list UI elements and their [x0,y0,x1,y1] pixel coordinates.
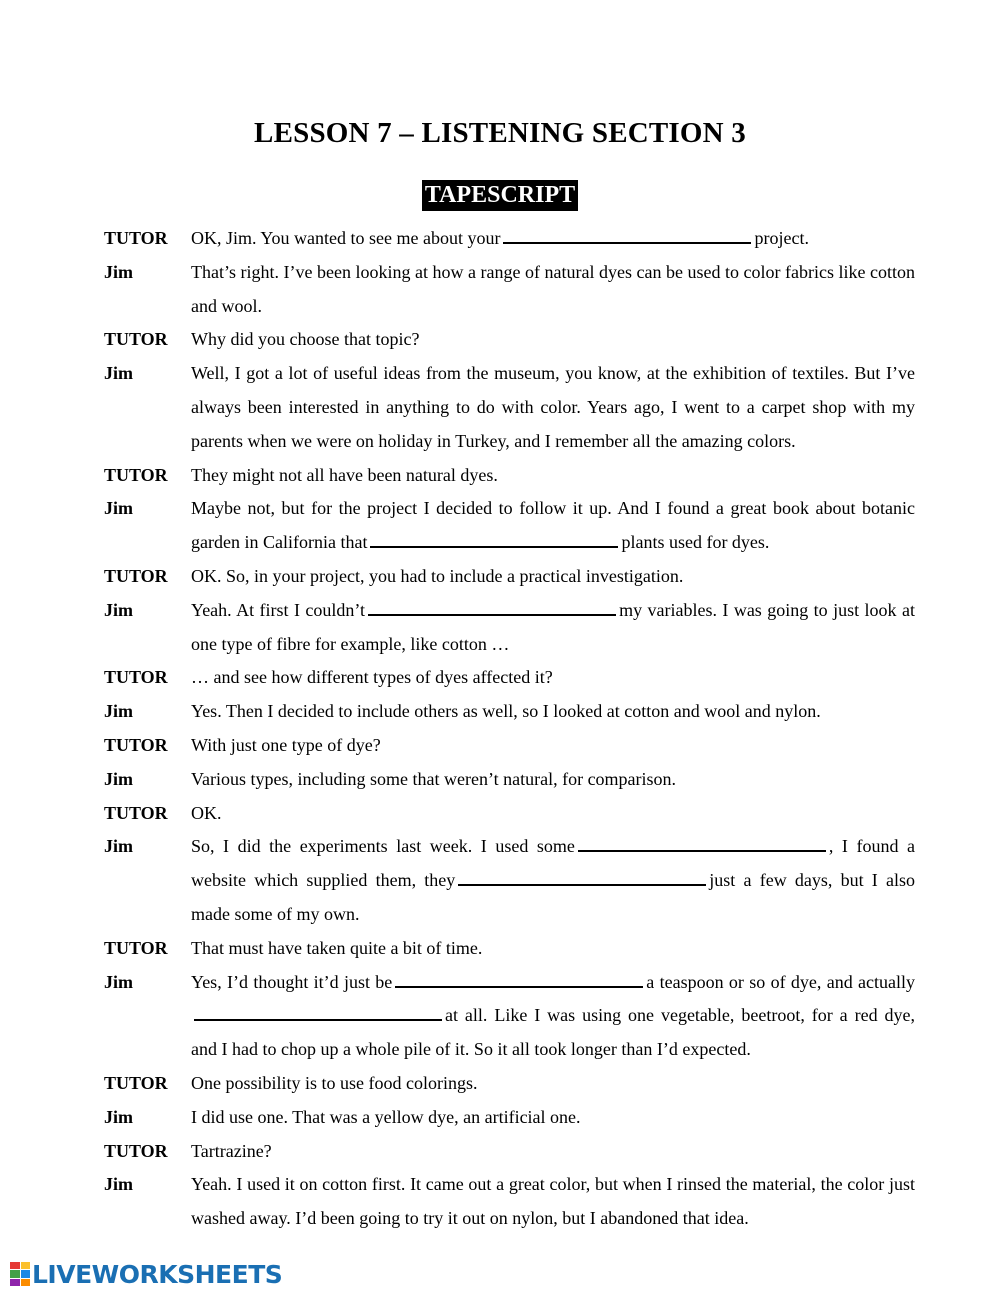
subtitle-wrap [0,180,1000,211]
speech-text [191,256,915,324]
speech-segment: Various types, including some that weren’t natural, for comparison. [191,768,677,789]
speech-segment: project. [754,228,809,248]
speech-segment: Yeah. At first I couldn’t [191,599,366,620]
brand-name: LIVEWORKSHEETS [32,1259,283,1289]
speaker-label: TUTOR [104,1140,168,1161]
speech-segment: plants used for dyes. [621,532,770,553]
speech-text [191,594,915,662]
answer-blank[interactable] [503,228,751,244]
answer-blank[interactable] [194,1005,442,1021]
speaker-label: TUTOR [104,1072,168,1093]
dialogue-turn [104,1168,915,1236]
speech-text [191,932,915,966]
tapescript [104,222,915,1236]
logo-block [21,1270,31,1277]
speaker-label: Jim [104,836,133,857]
dialogue-turn [104,492,915,560]
speaker-label: Jim [104,971,133,992]
speech-segment: Well, I got a lot of useful ideas from the museum, you know, at the exhibition of textiles. But I’ve always been interested in anything to do with color. Years ago, I went to a carpet shop with my parents when we were on holiday in Turkey, and I remember all the amazing colors. [191,363,915,451]
speech-segment: Yes. Then I decided to include others as well, so I looked at cotton and wool and nylon. [191,701,821,722]
speech-text [191,1135,915,1169]
dialogue-turn [104,661,915,695]
dialogue-turn [104,1101,915,1135]
speech-segment: So, I did the experiments last week. I used some [191,836,575,857]
speech-text [191,459,915,493]
speech-segment: That must have taken quite a bit of time. [191,937,483,958]
speech-segment: Why did you choose that topic? [191,329,420,350]
speaker-label: Jim [104,498,133,519]
answer-blank[interactable] [578,836,826,852]
answer-blank[interactable] [458,870,706,886]
speech-segment: They might not all have been natural dyes. [191,464,498,485]
section-subtitle: TAPESCRIPT [422,180,578,211]
speech-segment: One possibility is to use food colorings. [191,1072,478,1093]
speaker-label: Jim [104,363,133,384]
speaker-label: TUTOR [104,667,168,688]
speech-text [191,1101,915,1135]
liveworksheets-logo-icon [10,1262,30,1286]
dialogue-turn [104,932,915,966]
answer-blank[interactable] [370,532,618,548]
logo-block [10,1270,20,1277]
dialogue-turn [104,256,915,324]
speaker-label: TUTOR [104,228,168,248]
speaker-label: TUTOR [104,329,168,350]
dialogue-turn [104,695,915,729]
speech-segment: Tartrazine? [191,1140,272,1161]
footer-logo[interactable] [10,1260,282,1288]
logo-block [10,1262,20,1269]
speaker-label: Jim [104,599,133,620]
speaker-label: TUTOR [104,937,168,958]
speech-text [191,695,915,729]
speaker-label: Jim [104,261,133,282]
logo-block [21,1262,31,1269]
speech-text [191,830,915,931]
speech-segment: at all. Like I was using one vegetable, beetroot, for a red dye, and I had to chop up a whole pile of it. So it all took longer than I’d expected. [191,1005,915,1060]
speech-segment: I did use one. That was a yellow dye, an artificial one. [191,1106,581,1127]
dialogue-turn [104,323,915,357]
speech-segment: , I found a website which supplied them, they [191,836,915,891]
speech-text [191,797,915,831]
dialogue-turn [104,560,915,594]
speech-text [191,1168,915,1236]
dialogue-turn [104,966,915,1067]
speaker-label: Jim [104,1174,133,1195]
speech-text [191,661,915,695]
speech-text [191,560,915,594]
dialogue-turn [104,594,915,662]
speech-text [191,323,915,357]
answer-blank[interactable] [395,972,643,988]
speech-segment: my variables. I was going to just look at one type of fibre for example, like cotton … [191,599,915,654]
dialogue-turn [104,1135,915,1169]
speech-text [191,729,915,763]
speech-text [191,492,915,560]
speech-segment: OK. [191,802,222,823]
speech-segment: a teaspoon or so of dye, and actually [646,971,915,992]
speaker-label: TUTOR [104,565,168,586]
speech-segment: OK, Jim. You wanted to see me about your [191,228,501,248]
speech-text [191,966,915,1067]
speaker-label: Jim [104,768,133,789]
dialogue-turn [104,830,915,931]
dialogue-turn [104,1067,915,1101]
dialogue-turn [104,729,915,763]
dialogue-turn [104,222,915,256]
speech-segment: just a few days, but I also made some of my own. [191,870,916,924]
speech-text [191,357,915,458]
speech-segment: … and see how different types of dyes affected it? [191,667,553,688]
speaker-label: TUTOR [104,802,168,823]
speech-segment: Maybe not, but for the project I decided to follow it up. And I found a great book about botanic garden in California that [191,498,915,553]
speech-text [191,763,915,797]
speech-segment: Yes, I’d thought it’d just be [191,971,393,992]
dialogue-turn [104,797,915,831]
answer-blank[interactable] [368,600,616,616]
logo-block [21,1279,31,1286]
page-title: LESSON 7 – LISTENING SECTION 3 [254,117,746,149]
speech-segment: That’s right. I’ve been looking at how a range of natural dyes can be used to color fabrics like cotton and wool. [191,261,915,316]
speaker-label: TUTOR [104,464,168,485]
speaker-label: TUTOR [104,734,168,755]
speech-segment: OK. So, in your project, you had to include a practical investigation. [191,565,684,586]
dialogue-turn [104,763,915,797]
speech-text [191,1067,915,1101]
speaker-label: Jim [104,1106,133,1127]
dialogue-turn [104,357,915,458]
speaker-label: Jim [104,701,133,722]
logo-block [10,1279,20,1286]
speech-text [191,222,915,256]
dialogue-turn [104,459,915,493]
speech-segment: Yeah. I used it on cotton first. It came out a great color, but when I rinsed the material, the color just washed away. I’d been going to try it out on nylon, but I abandoned that idea. [191,1174,915,1229]
speech-segment: With just one type of dye? [191,734,381,755]
